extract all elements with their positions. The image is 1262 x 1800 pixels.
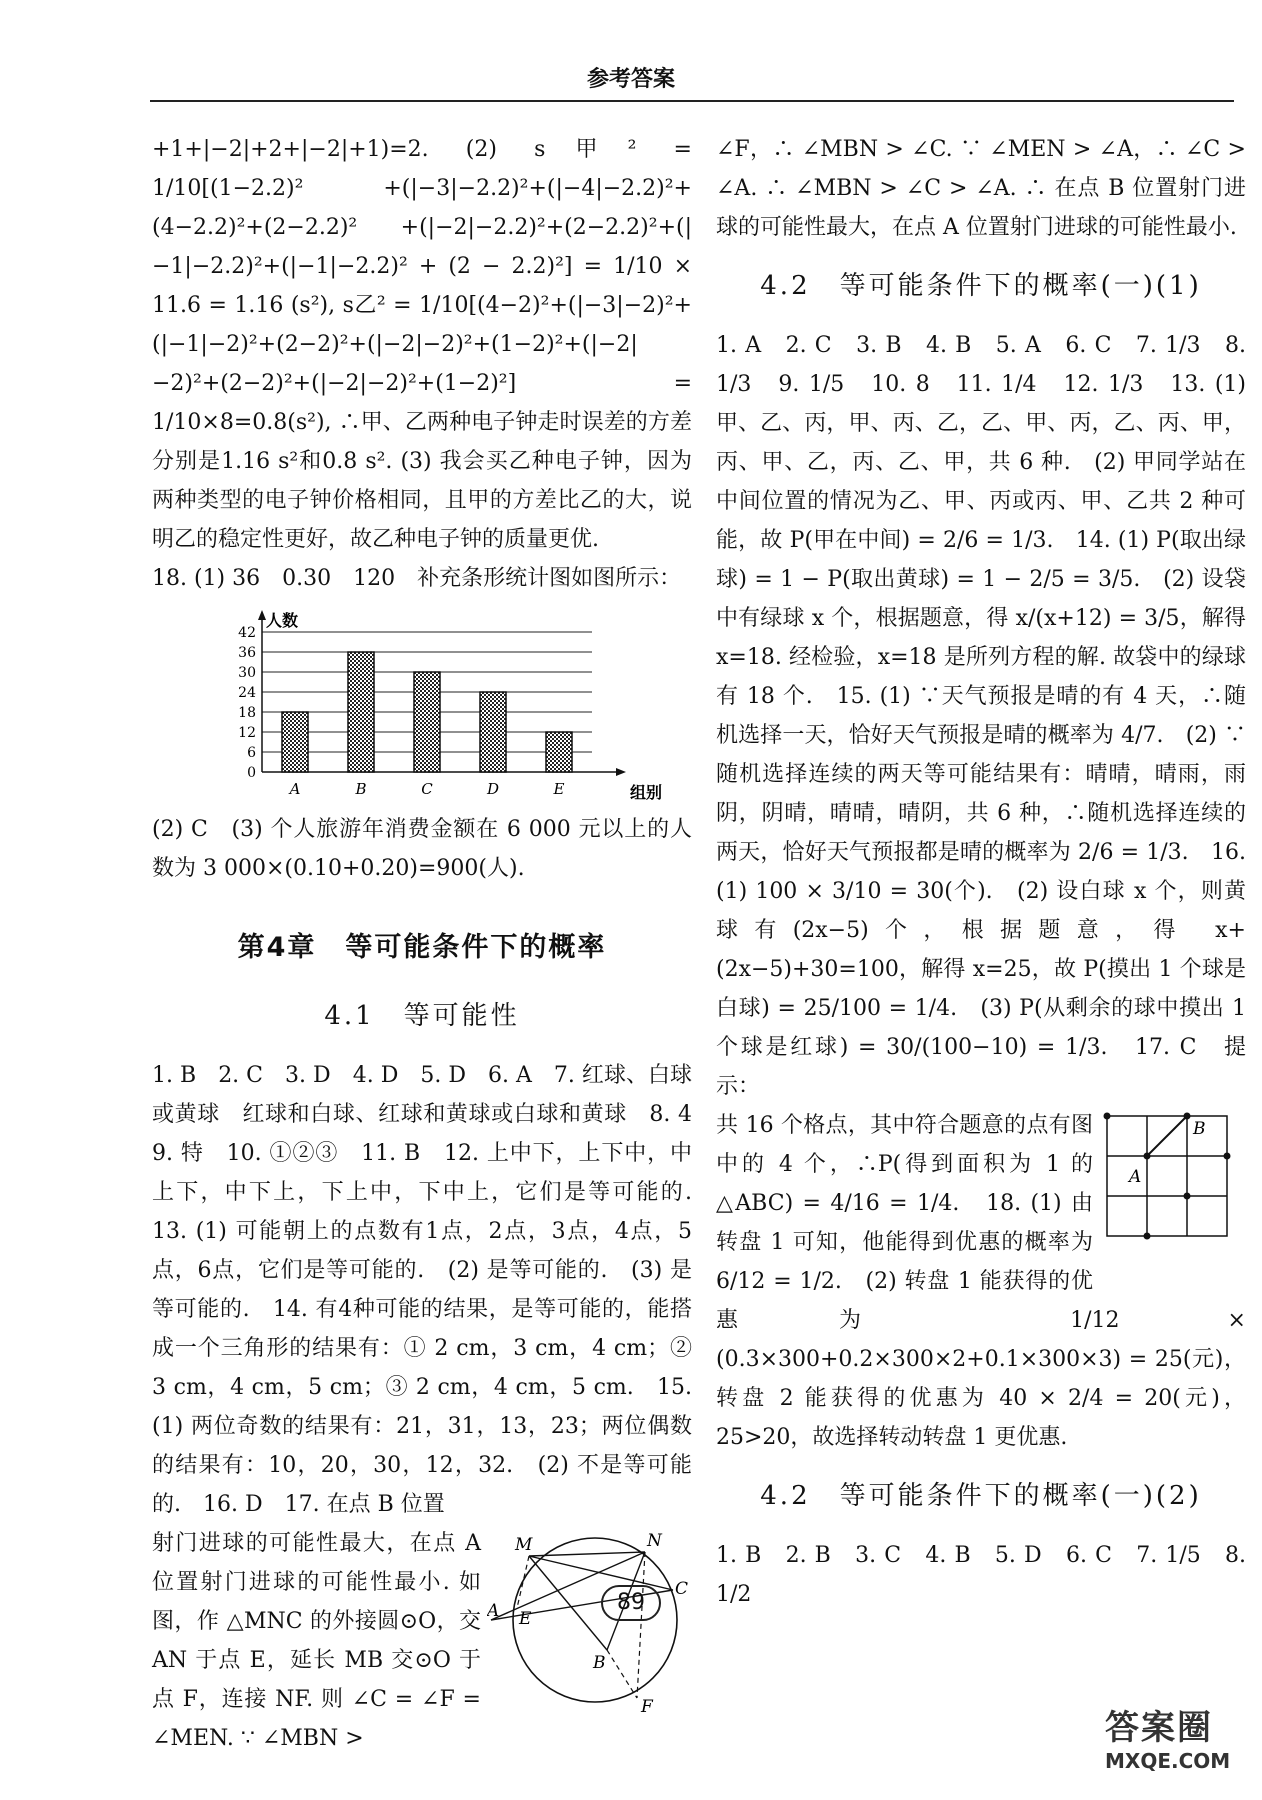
- watermark-top-text: 答案圈: [1105, 1708, 1213, 1748]
- y-tick-label: 12: [238, 725, 256, 741]
- section-title-4-2-1: 4.2 等可能条件下的概率(一)(1): [760, 271, 1202, 301]
- answers-4-2-1-continued: 共 16 个格点，其中符合题意的点有图中的 4 个，∴P(得到面积为 1 的△ABC) = 4/16 = 1/4. 18. (1) 由转盘 1 可知，他能得到优惠的概率为 6/12 = 1/2. (2) 转盘 1 能获得的优惠为 1/12 × (0.3×300+0.2×300×2+0.1×300×3) = 25(元)，转盘 2 能获得的优惠为 40 × 2/4 = 20(元)，25>20，故选择转动转盘 1 更优惠.: [716, 1113, 1246, 1450]
- segment-nf: [637, 1552, 645, 1698]
- label-c: C: [675, 1579, 689, 1599]
- x-tick-label: A: [289, 780, 301, 798]
- answers-4-2-1: 1. A 2. C 3. B 4. B 5. A 6. C 7. 1/3 8. 1/3 9. 1/5 10. 8 11. 1/4 12. 1/3 13. (1) 甲、乙、丙，甲、丙、乙，乙、甲、丙，乙、丙、甲，丙、甲、乙，丙、乙、甲，共 6 种. (2) 甲同学站在中间位置的情况为乙、甲、丙或丙、甲、乙共 2 种可能，故 P(甲在中间) = 2/6 = 1/3. 14. (1) P(取出绿球) = 1 − P(取出黄球) = 1 − 2/5 = 3/5. (2) 设袋中有绿球 x 个，根据题意，得 x/(x+12) = 3/5，解得 x=18. 经检验，x=18 是所列方程的解. 故袋中的绿球有 18 个. 15. (1) ∵天气预报是晴的有 4 天，∴随机选择一天，恰好天气预报是晴的概率为 4/7. (2) ∵随机选择连续的两天等可能结果有：晴晴，晴雨，雨阴，阴晴，晴晴，晴阴，共 6 种，∴随机选择连续的两天，恰好天气预报都是晴的概率为 2/6 = 1/3. 16. (1) 100 × 3/10 = 30(个). (2) 设白球 x 个，则黄球有(2x−5)个，根据题意，得 x+(2x−5)+30=100，解得 x=25，故 P(摸出 1 个球是白球) = 25/100 = 1/4. (3) P(从剩余的球中摸出 1 个球是红球) = 30/(100−10) = 1/3. 17. C 提示：: [716, 333, 1246, 1099]
- label-m: M: [515, 1535, 533, 1555]
- grid-figure: [1101, 1110, 1246, 1260]
- y-tick-label: 36: [238, 645, 256, 661]
- answer-17-conclusion: ∠F，∴ ∠MBN > ∠C. ∵ ∠MEN > ∠A，∴ ∠C > ∠A. ∴ ∠MBN > ∠C > ∠A. ∴ 在点 B 位置射门进球的可能性最大，在点 A 位置射门进球的可能性最小.: [716, 137, 1246, 240]
- label-b: B: [1193, 1119, 1206, 1139]
- x-tick-label: D: [486, 780, 500, 798]
- label-a: A: [487, 1601, 500, 1621]
- page-number: [0, 1585, 1262, 1621]
- y-axis-label: 人数: [266, 611, 299, 630]
- x-axis-label: 组别: [630, 783, 663, 802]
- y-axis-arrow: [258, 610, 266, 620]
- x-tick-label: E: [553, 780, 565, 798]
- point-a: [1144, 1153, 1151, 1160]
- right-column: [716, 130, 1246, 1614]
- segment-bf: [607, 1650, 637, 1698]
- header-rule: [150, 100, 1234, 102]
- page-number-badge: 89: [601, 1585, 661, 1621]
- x-tick-label: C: [421, 780, 433, 798]
- answer-18-part2: (2) C (3) 个人旅游年消费金额在 6 000 元以上的人数为 3 000×(0.10+0.20)=900(人).: [152, 817, 692, 881]
- y-tick-label: 6: [247, 745, 256, 761]
- label-n: N: [647, 1531, 662, 1551]
- circle-figure: [487, 1528, 692, 1718]
- point-b: [1184, 1113, 1191, 1120]
- segment-ab: [1147, 1116, 1187, 1156]
- bar-b: [348, 652, 374, 772]
- watermark-logo: [1105, 1700, 1255, 1790]
- label-f: F: [641, 1697, 653, 1717]
- chapter-title: 第4章 等可能条件下的概率: [237, 932, 607, 963]
- grid-point: [1184, 1193, 1191, 1200]
- answer-17-continued: +1+|−2|+2+|−2|+1)=2. (2) s甲² = 1/10[(1−2.2)² +(|−3|−2.2)²+(|−4|−2.2)²+(4−2.2)²+(2−2.2)² +(|−2|−2.2)²+(2−2.2)²+(|−1|−2.2)²+(|−1|−2.2)² + (2 − 2.2)²] = 1/10 × 11.6 = 1.16 (s²), s乙² = 1/10[(4−2)²+(|−3|−2)²+(|−1|−2)²+(2−2)²+(|−2|−2)²+(1−2)²+(|−2|−2)²+(2−2)²+(|−2|−2)²+(1−2)²] = 1/10×8=0.8(s²), ∴甲、乙两种电子钟走时误差的方差分别是1.16 s²和0.8 s². (3) 我会买乙种电子钟，因为两种类型的电子钟价格相同，且甲的方差比乙的大，说明乙的稳定性更好，故乙种电子钟的质量更优.: [152, 137, 692, 552]
- grid-point: [1144, 1233, 1151, 1240]
- y-tick-label: 24: [238, 685, 256, 701]
- y-tick-label: 42: [238, 625, 256, 641]
- label-e: E: [519, 1609, 532, 1629]
- section-title-4-2-2: 4.2 等可能条件下的概率(一)(2): [760, 1481, 1202, 1511]
- label-b: B: [593, 1653, 606, 1673]
- page-header: 参考答案: [586, 67, 675, 92]
- bar-e: [546, 732, 572, 772]
- grid-point: [1104, 1113, 1111, 1120]
- answer-17-4-1: 射门进球的可能性最大，在点 A 位置射门进球的可能性最小. 如图，作 △MNC 的外接圆⊙O，交 AN 于点 E，延长 MB 交⊙O 于点 F，连接 NF. 则 ∠C = ∠F = ∠MEN. ∵ ∠MBN >: [152, 1531, 481, 1751]
- answer-18: 18. (1) 36 0.30 120 补充条形统计图如图所示：: [152, 566, 682, 591]
- section-title-4-1: 4.1 等可能性: [324, 1001, 520, 1031]
- grid-figure-svg: [1101, 1110, 1246, 1260]
- answers-4-2-2: 1. B 2. B 3. C 4. B 5. D 6. C 7. 1/5 8. 1/2: [716, 1543, 1246, 1607]
- y-tick-label: 30: [238, 665, 256, 681]
- y-tick-label: 18: [238, 705, 256, 721]
- label-a: A: [1129, 1167, 1142, 1187]
- watermark-bottom-text: MXQE.COM: [1105, 1749, 1231, 1773]
- grid-point: [1224, 1153, 1231, 1160]
- bar-chart: [222, 604, 702, 804]
- bar-chart-svg: [222, 604, 702, 804]
- bar-d: [480, 692, 506, 772]
- left-column: [152, 130, 715, 1758]
- y-tick-label: 0: [247, 765, 256, 781]
- bar-a: [282, 712, 308, 772]
- x-axis-arrow: [616, 768, 626, 776]
- circle-figure-svg: [487, 1528, 692, 1718]
- grid-border: [1107, 1116, 1227, 1236]
- answers-4-1: 1. B 2. C 3. D 4. D 5. D 6. A 7. 红球、白球或黄球 红球和白球、红球和黄球或白球和黄球 8. 4 9. 特 10. ①②③ 11. B 12. 上中下，上下中，中上下，中下上，下上中，下中上，它们是等可能的. 13. (1) 可能朝上的点数有1点，2点，3点，4点，5点，6点，它们是等可能的. (2) 是等可能的. (3) 是等可能的. 14. 有4种可能的结果，是等可能的，能搭成一个三角形的结果有：① 2 cm，3 cm，4 cm；② 3 cm，4 cm，5 cm；③ 2 cm，4 cm，5 cm. 15. (1) 两位奇数的结果有：21，31，13，23；两位偶数的结果有：10，20，30，12，32. (2) 不是等可能的. 16. D 17. 在点 B 位置: [152, 1063, 715, 1517]
- bar-c: [414, 672, 440, 772]
- x-tick-label: B: [355, 780, 367, 798]
